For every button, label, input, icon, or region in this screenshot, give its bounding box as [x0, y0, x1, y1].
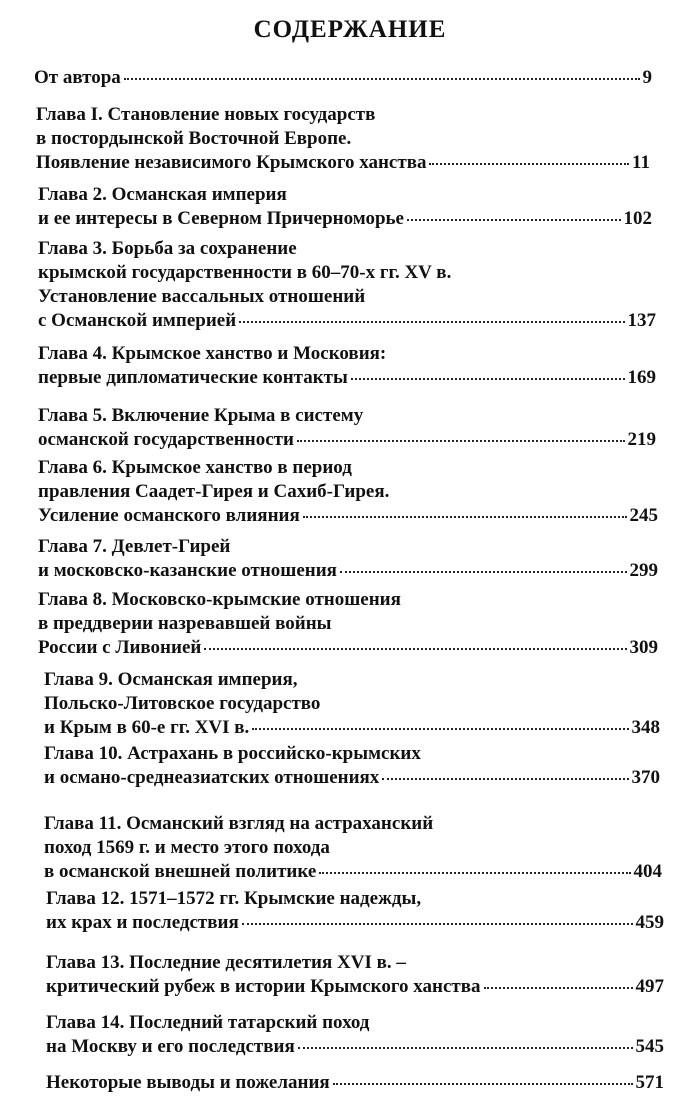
toc-entry-text: османской государственности — [38, 429, 294, 450]
toc-entry-text: в постордынской Восточной Европе. — [36, 128, 352, 149]
toc-entry-text: Глава 13. Последние десятилетия XVI в. – — [46, 952, 406, 973]
toc-entry-chapter-6[interactable] — [38, 456, 658, 528]
toc-entry-chapter-10[interactable] — [44, 742, 660, 790]
leader-dots — [407, 219, 621, 221]
toc-page-number: 245 — [629, 505, 658, 526]
toc-entry-text: Глава 6. Крымское ханство в период — [38, 457, 352, 478]
toc-entry-text: Глава 3. Борьба за сохранение — [38, 238, 297, 259]
toc-entry-text: и османо-среднеазиатских отношениях — [44, 767, 380, 788]
toc-entry-text: Глава 14. Последний татарский поход — [46, 1012, 370, 1033]
toc-entry-chapter-13[interactable] — [46, 951, 664, 999]
toc-entry-text: и московско-казанские отношения — [38, 560, 337, 581]
toc-entry-chapter-12[interactable] — [46, 887, 664, 935]
toc-page-number: 459 — [635, 912, 664, 933]
toc-entry-text: в преддверии назревавшей войны — [38, 613, 332, 634]
toc-entry-text: От автора — [34, 67, 121, 88]
leader-dots — [340, 571, 627, 573]
leader-dots — [252, 728, 628, 730]
toc-entry-chapter-14[interactable] — [46, 1011, 664, 1059]
toc-entry-chapter-8[interactable] — [38, 588, 658, 660]
page-title: СОДЕРЖАНИЕ — [253, 16, 447, 43]
toc-entry-text: с Османской империей — [38, 310, 237, 331]
toc-page-number: 348 — [631, 717, 660, 738]
toc-entry-text: Глава 5. Включение Крыма в систему — [38, 405, 364, 426]
toc-page-number: 404 — [633, 861, 662, 882]
toc-entry-chapter-1[interactable] — [36, 103, 650, 175]
leader-dots — [382, 778, 628, 780]
toc-entry-chapter-2[interactable] — [38, 183, 652, 231]
toc-entry-text: России с Ливонией — [38, 637, 202, 658]
toc-page-number: 9 — [642, 67, 652, 88]
leader-dots — [242, 923, 633, 925]
toc-entry-text: Глава 12. 1571–1572 гг. Крымские надежды, — [46, 888, 422, 909]
toc-entry-text: Глава 7. Девлет-Гирей — [38, 536, 231, 557]
toc-entry-text: поход 1569 г. и место этого похода — [44, 837, 330, 858]
leader-dots — [303, 516, 627, 518]
toc-entry-text: на Москву и его последствия — [46, 1036, 295, 1057]
toc-entry-text: Появление независимого Крымского ханства — [36, 152, 427, 173]
toc-entry-text: Глава I. Становление новых государств — [36, 104, 376, 125]
toc-page-number: 169 — [627, 367, 656, 388]
toc-page-number: 137 — [627, 310, 656, 331]
toc-entry-chapter-4[interactable] — [38, 342, 656, 390]
toc-page-number: 571 — [635, 1072, 664, 1093]
toc-page-number: 102 — [623, 208, 652, 229]
toc-entry-text: и Крым в 60-е гг. XVI в. — [44, 717, 250, 738]
toc-entry-author[interactable] — [34, 66, 652, 90]
leader-dots — [351, 378, 625, 380]
toc-page-number: 497 — [635, 976, 664, 997]
toc-entry-conclusions[interactable] — [46, 1071, 664, 1095]
leader-dots — [319, 872, 630, 874]
toc-entry-text: Польско-Литовское государство — [44, 693, 321, 714]
toc-page-number: 370 — [631, 767, 660, 788]
toc-entry-text: Некоторые выводы и пожелания — [46, 1072, 330, 1093]
toc-entry-chapter-11[interactable] — [44, 812, 662, 884]
toc-entry-text: Глава 2. Османская империя — [38, 184, 287, 205]
toc-entry-text: Усиление османского влияния — [38, 505, 300, 526]
toc-entry-chapter-9[interactable] — [44, 668, 660, 740]
toc-entry-text: Глава 10. Астрахань в российско-крымских — [44, 743, 421, 764]
toc-entry-text: и ее интересы в Северном Причерноморье — [38, 208, 404, 229]
toc-entry-text: критический рубеж в истории Крымского ханства — [46, 976, 481, 997]
leader-dots — [297, 440, 625, 442]
leader-dots — [124, 78, 640, 80]
toc-entry-chapter-7[interactable] — [38, 535, 658, 583]
leader-dots — [333, 1083, 633, 1085]
toc-entry-text: их крах и последствия — [46, 912, 239, 933]
toc-entry-text: Глава 9. Османская империя, — [44, 669, 298, 690]
toc-entry-text: правления Саадет-Гирея и Сахиб-Гирея. — [38, 481, 390, 502]
leader-dots — [204, 648, 626, 650]
toc-entry-text: Установление вассальных отношений — [38, 286, 366, 307]
leader-dots — [298, 1047, 633, 1049]
toc-entry-chapter-3[interactable] — [38, 237, 656, 333]
leader-dots — [484, 987, 633, 989]
toc-entry-text: Глава 11. Османский взгляд на астраханский — [44, 813, 434, 834]
toc-entry-text: крымской государственности в 60–70-х гг. XV в. — [38, 262, 452, 283]
toc-page-number: 309 — [629, 637, 658, 658]
toc-entry-text: в османской внешней политике — [44, 861, 317, 882]
toc-page-number: 299 — [629, 560, 658, 581]
toc-entry-text: Глава 8. Московско-крымские отношения — [38, 589, 401, 610]
toc-entry-text: Глава 4. Крымское ханство и Московия: — [38, 343, 387, 364]
toc-page-number: 545 — [635, 1036, 664, 1057]
toc-entry-chapter-5[interactable] — [38, 404, 656, 452]
toc-page-number: 219 — [627, 429, 656, 450]
toc-entry-text: первые дипломатические контакты — [38, 367, 348, 388]
leader-dots — [239, 321, 624, 323]
leader-dots — [429, 163, 629, 165]
toc-page-number: 11 — [632, 152, 650, 173]
